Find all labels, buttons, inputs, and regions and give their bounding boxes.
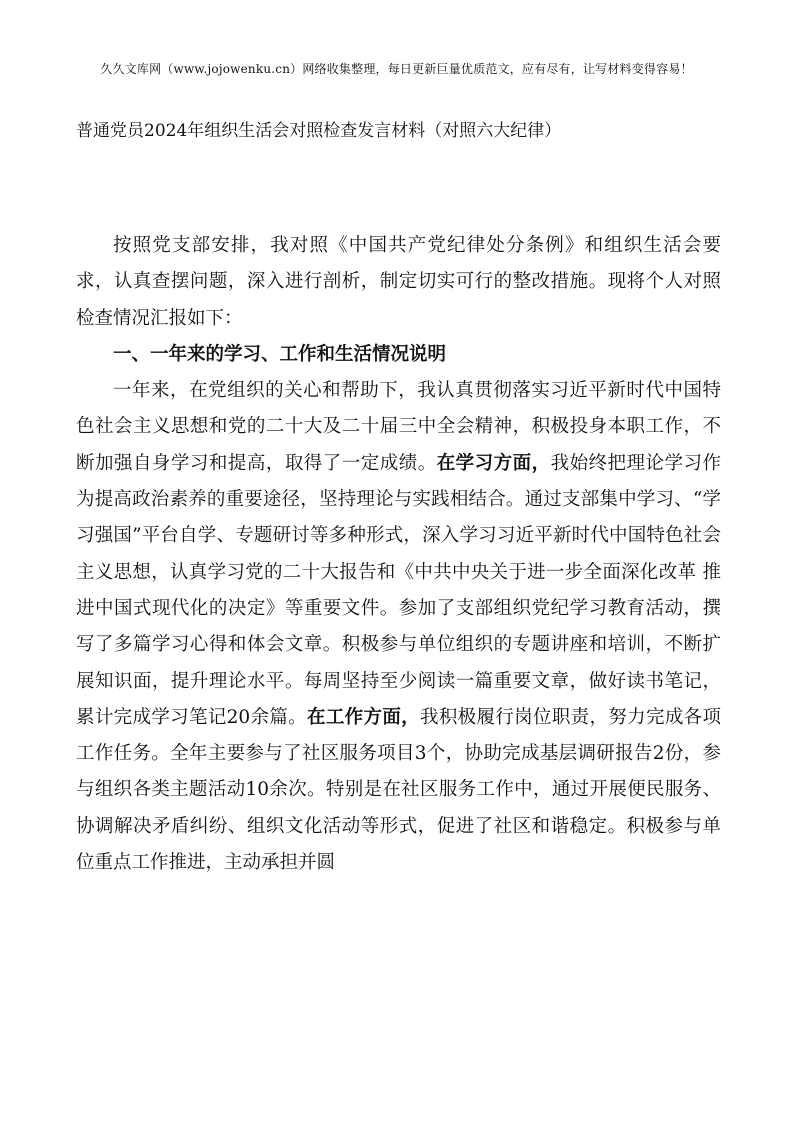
paragraph-text: 一年来，在党组织的关心和帮助下，我认真贯彻落实习近平新时代中国特色社会主义思想和党的二十大及二十届三中全会精神，积极投身本职工作，不断加强自身学习和提高，取得了一定成绩。	[76, 380, 721, 474]
document-title: 普通党员2024年组织生活会对照检查发言材料（对照六大纪律）	[76, 121, 562, 141]
header-note: 久久文库网（www.jojowenku.cn）网络收集整理，每日更新巨量优质范文，应有尽有，让写材料变得容易！	[100, 62, 693, 76]
paragraph-text: 我始终把理论学习作为提高政治素养的重要途径，坚持理论与实践相结合。通过支部集中学习、“学习强国”平台自学、专题研讨等多种形式，深入学习习近平新时代中国特色社会主义思想，认真学习党的二十大报告和《中共中央关于进一步全面深化改革 推进中国式现代化的决定》等重要文件。参加了支部组织党纪学习教育活动，撰写了多篇学习心得和体会文章。积极参与单位组织的专题讲座和培训，不断扩展知识面，提升理论水平。每周坚持至少阅读一篇重要文章，做好读书笔记，累计完成学习笔记20余篇。	[76, 452, 721, 728]
section-heading: 一、一年来的学习、工作和生活情况说明	[113, 343, 447, 365]
document-body	[76, 228, 721, 881]
study-label: 在学习方面，	[436, 452, 551, 474]
intro-paragraph: 按照党支部安排，我对照《中国共产党纪律处分条例》和组织生活会要求，认真查摆问题，深入进行剖析，制定切实可行的整改措施。现将个人对照检查情况汇报如下：	[76, 235, 721, 329]
work-label: 在工作方面，	[307, 706, 421, 728]
section-paragraph	[76, 373, 721, 881]
paragraph-text: 我积极履行岗位职责，努力完成各项工作任务。全年主要参与了社区服务项目3个，协助完成基层调研报告2份，参与组织各类主题活动10余次。特别是在社区服务工作中，通过开展便民服务、协调解决矛盾纠纷、组织文化活动等形式，促进了社区和谐稳定。积极参与单位重点工作推进，主动承担并圆	[76, 706, 721, 874]
